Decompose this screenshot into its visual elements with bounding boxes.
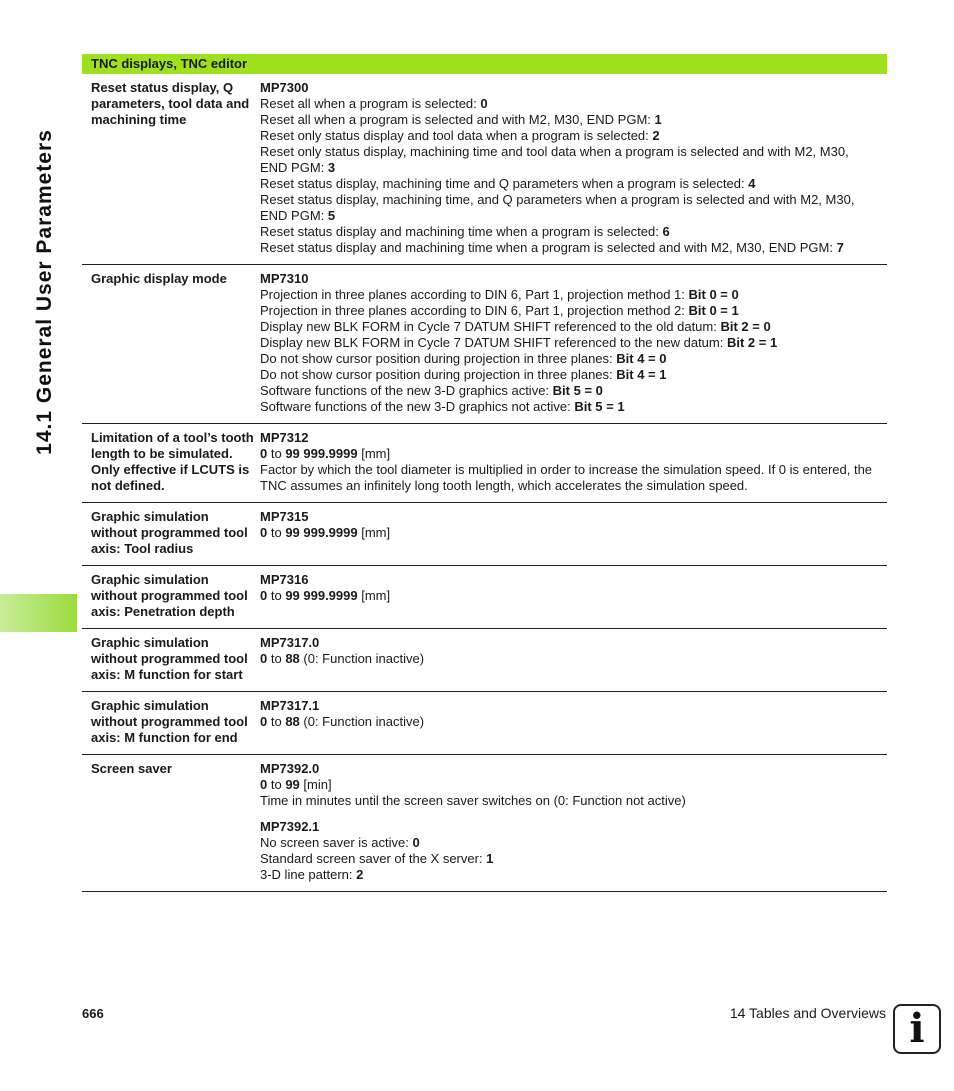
table-row xyxy=(82,629,887,692)
option-text: to xyxy=(267,446,286,461)
parameter-option xyxy=(260,851,879,867)
parameter-option xyxy=(260,367,879,383)
parameter-option xyxy=(260,714,879,730)
parameter-description xyxy=(260,271,887,415)
parameter-option xyxy=(260,835,879,851)
option-text: Display new BLK FORM in Cycle 7 DATUM SHIFT referenced to the old datum: xyxy=(260,319,721,334)
option-text: Software functions of the new 3-D graphics not active: xyxy=(260,399,575,414)
table-row xyxy=(82,74,887,265)
option-text: Projection in three planes according to DIN 6, Part 1, projection method 1: xyxy=(260,287,689,302)
table-row xyxy=(82,503,887,566)
option-text: to xyxy=(267,525,286,540)
option-value: Bit 5 = 1 xyxy=(574,399,625,414)
option-text: to xyxy=(267,777,286,792)
parameter-option xyxy=(260,525,879,541)
chapter-title-text: 14.1 General User Parameters xyxy=(33,129,56,455)
option-text: Time in minutes until the screen saver switches on (0: Function not active) xyxy=(260,793,686,808)
machine-parameter-code: MP7312 xyxy=(260,430,309,445)
parameter-description xyxy=(260,761,887,883)
page-number: 666 xyxy=(82,1006,104,1021)
option-value: 99 999.9999 xyxy=(285,588,358,603)
parameter-option xyxy=(260,224,879,240)
parameter-option xyxy=(260,588,879,604)
option-text: to xyxy=(267,588,286,603)
option-value: 99 999.9999 xyxy=(285,446,358,461)
option-value: 88 xyxy=(285,651,300,666)
option-value: Bit 2 = 0 xyxy=(720,319,771,334)
option-value: 0 xyxy=(260,525,268,540)
option-text: Reset status display and machining time when a program is selected: xyxy=(260,224,663,239)
parameter-option xyxy=(260,335,879,351)
option-text: Standard screen saver of the X server: xyxy=(260,851,487,866)
option-value: Bit 2 = 1 xyxy=(726,335,778,350)
parameter-description xyxy=(260,509,887,557)
parameter-option xyxy=(260,192,879,224)
option-text: Projection in three planes according to DIN 6, Part 1, projection method 2: xyxy=(260,303,689,318)
parameter-option xyxy=(260,867,879,883)
option-value: Bit 5 = 0 xyxy=(552,383,603,398)
option-value: 0 xyxy=(260,651,268,666)
option-value: 88 xyxy=(285,714,300,729)
option-value: 1 xyxy=(486,851,494,866)
option-text: (0: Function inactive) xyxy=(299,714,425,729)
machine-parameter-code: MP7392.0 xyxy=(260,761,320,776)
machine-parameter-code: MP7300 xyxy=(260,80,309,95)
option-value: 0 xyxy=(260,588,268,603)
parameter-description xyxy=(260,430,887,494)
machine-parameter-code: MP7316 xyxy=(260,572,309,587)
parameter-label: Graphic simulation without programmed tool axis: Penetration depth xyxy=(91,572,248,619)
parameter-description xyxy=(260,572,887,620)
table-row xyxy=(82,692,887,755)
machine-parameter-code: MP7310 xyxy=(260,271,309,286)
option-text: Reset only status display, machining time and tool data when a program is selected and with M2, M30, END PGM: xyxy=(260,144,849,175)
footer-section: 14 Tables and Overviews xyxy=(729,1005,886,1021)
machine-parameter-code: MP7317.0 xyxy=(260,635,320,650)
option-value: 0 xyxy=(412,835,420,850)
parameter-option xyxy=(260,383,879,399)
table-row xyxy=(82,265,887,424)
table-header: TNC displays, TNC editor xyxy=(82,54,887,74)
option-text: Reset status display, machining time and Q parameters when a program is selected: xyxy=(260,176,749,191)
option-value: Bit 0 = 0 xyxy=(688,287,739,302)
option-text: [mm] xyxy=(357,446,391,461)
table-row xyxy=(82,755,887,892)
option-value: 4 xyxy=(748,176,756,191)
parameter-description xyxy=(260,635,887,683)
parameter-option xyxy=(260,462,879,494)
parameter-option xyxy=(260,319,879,335)
parameter-option xyxy=(260,144,879,176)
option-text: [mm] xyxy=(357,525,391,540)
parameter-table xyxy=(82,54,887,892)
option-value: 99 xyxy=(285,777,300,792)
table-row xyxy=(82,566,887,629)
option-value: 1 xyxy=(654,112,662,127)
info-glyph: i xyxy=(909,1005,925,1052)
option-text: (0: Function inactive) xyxy=(299,651,425,666)
table-row xyxy=(82,424,887,503)
parameter-option xyxy=(260,128,879,144)
parameter-option xyxy=(260,176,879,192)
parameter-option xyxy=(260,287,879,303)
option-value: Bit 4 = 1 xyxy=(616,367,667,382)
machine-parameter-code: MP7315 xyxy=(260,509,309,524)
option-value: 2 xyxy=(356,867,364,882)
option-value: 0 xyxy=(260,777,268,792)
option-value: 7 xyxy=(836,240,844,255)
option-text: Reset only status display and tool data when a program is selected: xyxy=(260,128,653,143)
parameter-label: Reset status display, Q parameters, tool data and machining time xyxy=(91,80,250,127)
option-text: to xyxy=(267,714,286,729)
option-text: [mm] xyxy=(357,588,391,603)
parameter-option xyxy=(260,777,879,793)
option-value: 0 xyxy=(260,714,268,729)
option-value: 3 xyxy=(327,160,336,175)
parameter-option xyxy=(260,399,879,415)
machine-parameter-code: MP7392.1 xyxy=(260,819,320,834)
parameter-label: Graphic display mode xyxy=(91,271,227,286)
info-icon xyxy=(893,1004,941,1054)
option-value: 99 999.9999 xyxy=(285,525,358,540)
option-value: Bit 0 = 1 xyxy=(688,303,739,318)
option-text: Reset status display and machining time when a program is selected and with M2, M30, END PGM: xyxy=(260,240,837,255)
option-text: Reset status display, machining time, and Q parameters when a program is selected and with M2, M30, END PGM: xyxy=(260,192,855,223)
option-value: 0 xyxy=(480,96,488,111)
option-text: Reset all when a program is selected and with M2, M30, END PGM: xyxy=(260,112,655,127)
option-value: 2 xyxy=(652,128,660,143)
option-value: Bit 4 = 0 xyxy=(616,351,667,366)
option-text: Do not show cursor position during projection in three planes: xyxy=(260,351,617,366)
option-text: [min] xyxy=(299,777,332,792)
option-text: Display new BLK FORM in Cycle 7 DATUM SHIFT referenced to the new datum: xyxy=(260,335,727,350)
parameter-option xyxy=(260,793,879,809)
parameter-option xyxy=(260,96,879,112)
chapter-tab-marker xyxy=(0,594,77,632)
option-text: to xyxy=(267,651,286,666)
option-text: 3-D line pattern: xyxy=(260,867,357,882)
option-value: 0 xyxy=(260,446,268,461)
parameter-option xyxy=(260,351,879,367)
parameter-option xyxy=(260,303,879,319)
parameter-option xyxy=(260,112,879,128)
option-text: Factor by which the tool diameter is multiplied in order to increase the simulation speed. If 0 is entered, the TNC assumes an infinitely long tooth length, which accelerates the simulation speed. xyxy=(260,462,873,493)
option-value: 5 xyxy=(327,208,336,223)
parameter-description xyxy=(260,80,887,256)
parameter-option xyxy=(260,446,879,462)
chapter-side-title xyxy=(30,52,60,532)
parameter-label: Graphic simulation without programmed tool axis: Tool radius xyxy=(91,509,248,556)
parameter-label: Graphic simulation without programmed tool axis: M function for start xyxy=(91,635,248,682)
parameter-option xyxy=(260,240,879,256)
option-value: 6 xyxy=(662,224,670,239)
parameter-label: Screen saver xyxy=(91,761,172,776)
parameter-description xyxy=(260,698,887,746)
parameter-label: Graphic simulation without programmed tool axis: M function for end xyxy=(91,698,248,745)
parameter-label: Limitation of a tool’s tooth length to be simulated. Only effective if LCUTS is not defined. xyxy=(91,430,254,493)
option-text: Reset all when a program is selected: xyxy=(260,96,481,111)
option-text: No screen saver is active: xyxy=(260,835,413,850)
parameter-option xyxy=(260,651,879,667)
machine-parameter-code: MP7317.1 xyxy=(260,698,320,713)
option-text: Software functions of the new 3-D graphics active: xyxy=(260,383,553,398)
option-text: Do not show cursor position during projection in three planes: xyxy=(260,367,617,382)
